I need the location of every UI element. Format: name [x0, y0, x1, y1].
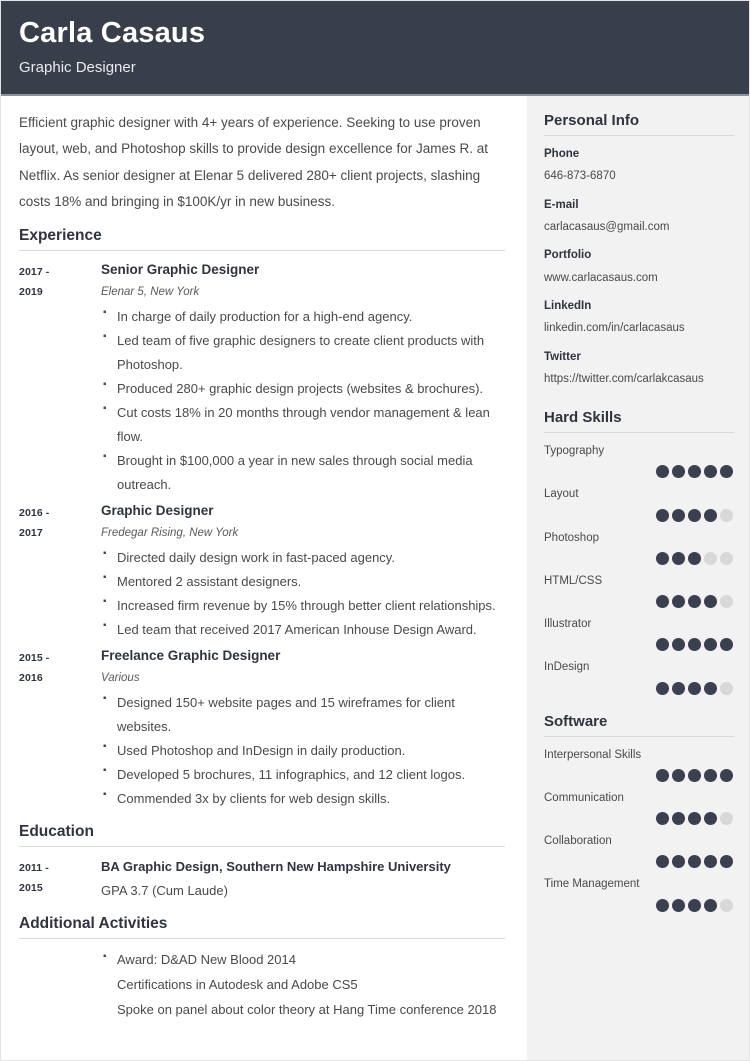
skill-rating-dots	[544, 509, 734, 522]
rating-dot-filled	[704, 465, 717, 478]
experience-heading: Experience	[19, 227, 102, 245]
personal-info-heading: Personal Info	[544, 112, 640, 129]
bullet-item: ▪ In charge of daily production for a high-end agency.	[101, 305, 505, 329]
rating-dot-filled	[720, 465, 733, 478]
entry-company: Fredegar Rising, New York	[101, 526, 239, 539]
bullet-item: ▪ Mentored 2 assistant designers.	[101, 570, 505, 594]
hard-skills-list	[544, 443, 734, 695]
rating-dot-filled	[656, 638, 669, 651]
education-detail: GPA 3.7 (Cum Laude)	[101, 883, 228, 899]
hard-skill-row	[544, 659, 734, 694]
skill-name: Time Management	[544, 878, 640, 891]
rating-dot-empty	[720, 812, 733, 825]
rating-dot-filled	[704, 595, 717, 608]
main-column	[1, 96, 527, 1060]
spacer	[544, 703, 734, 713]
rating-dot-filled	[688, 812, 701, 825]
rating-dot-filled	[704, 812, 717, 825]
software-heading: Software	[544, 712, 608, 730]
rating-dot-filled	[688, 682, 701, 695]
activities-heading: Additional Activities	[19, 915, 168, 933]
rating-dot-filled	[656, 465, 669, 478]
rating-dot-filled	[656, 899, 669, 912]
skill-rating-dots	[544, 769, 734, 782]
bullet-item: ▪ Produced 280+ graphic design projects (websites & brochures).	[101, 377, 505, 401]
entry-role: Freelance Graphic Designer	[101, 648, 281, 664]
rating-dot-filled	[656, 509, 669, 522]
activities-divider	[19, 938, 505, 939]
entry-body	[101, 856, 505, 903]
skill-name: Typography	[544, 445, 605, 458]
entry-role: Senior Graphic Designer	[101, 262, 260, 278]
experience-entry	[19, 646, 505, 811]
entry-body	[101, 501, 505, 642]
rating-dot-filled	[672, 812, 685, 825]
rating-dot-empty	[720, 682, 733, 695]
rating-dot-filled	[656, 595, 669, 608]
entry-role: Graphic Designer	[101, 503, 214, 519]
education-degree: BA Graphic Design, Southern New Hampshire University	[101, 859, 451, 875]
bullet-item: ▪ Brought in $100,000 a year in new sales through social media outreach.	[101, 449, 505, 497]
rating-dot-filled	[672, 509, 685, 522]
rating-dot-filled	[704, 509, 717, 522]
personal-info-field	[544, 247, 734, 287]
field-label: E-mail	[544, 198, 579, 211]
rating-dot-empty	[720, 595, 733, 608]
hard-skill-row	[544, 530, 734, 565]
field-value: 646-873-6870	[544, 170, 616, 183]
rating-dot-filled	[672, 769, 685, 782]
rating-dot-filled	[672, 552, 685, 565]
skill-name: HTML/CSS	[544, 574, 603, 587]
rating-dot-filled	[688, 899, 701, 912]
spacer	[544, 399, 734, 409]
rating-dot-filled	[704, 682, 717, 695]
software-skill-row	[544, 790, 734, 825]
bullet-item: ▪ Led team of five graphic designers to create client products with Photoshop.	[101, 329, 505, 377]
skill-rating-dots	[544, 855, 734, 868]
bullet-item: ▪ Commended 3x by clients for web design skills.	[101, 787, 505, 811]
entry-company: Various	[101, 671, 140, 684]
skill-rating-dots	[544, 812, 734, 825]
field-value: www.carlacasaus.com	[544, 271, 658, 284]
activity-item: Certifications in Autodesk and Adobe CS5	[117, 976, 358, 992]
skill-rating-dots	[544, 595, 734, 608]
skill-name: InDesign	[544, 661, 590, 674]
personal-info-divider	[544, 135, 734, 136]
entry-body	[101, 260, 505, 497]
rating-dot-filled	[688, 552, 701, 565]
hard-skill-row	[544, 486, 734, 521]
activity-item: ▪ Award: D&AD New Blood 2014	[101, 948, 505, 973]
education-heading: Education	[19, 823, 94, 841]
bullet-item: ▪ Designed 150+ website pages and 15 wireframes for client websites.	[101, 691, 505, 739]
software-skill-row	[544, 747, 734, 782]
personal-info-field	[544, 349, 734, 389]
entry-date-range: 2015 - 2016	[19, 652, 50, 684]
hard-skills-heading: Hard Skills	[544, 409, 622, 427]
software-skill-row	[544, 833, 734, 868]
personal-info-field	[544, 146, 734, 186]
rating-dot-empty	[720, 509, 733, 522]
skill-name: Interpersonal Skills	[544, 748, 642, 761]
software-list	[544, 747, 734, 912]
rating-dot-filled	[672, 638, 685, 651]
skill-name: Illustrator	[544, 618, 592, 631]
personal-info-field	[544, 298, 734, 338]
skill-name: Communication	[544, 791, 624, 804]
skill-name: Collaboration	[544, 835, 612, 848]
entry-date-range: 2017 - 2019	[19, 266, 50, 298]
bullet-item: ▪ Increased firm revenue by 15% through better client relationships.	[101, 594, 505, 618]
page-title: Carla Casaus	[19, 17, 206, 49]
activity-item: Spoke on panel about color theory at Hang Time conference 2018	[117, 1001, 497, 1017]
field-label: Portfolio	[544, 249, 592, 262]
rating-dot-filled	[704, 899, 717, 912]
hard-skill-row	[544, 443, 734, 478]
rating-dot-filled	[720, 638, 733, 651]
field-label: Twitter	[544, 350, 581, 363]
rating-dot-empty	[720, 899, 733, 912]
hard-skill-row	[544, 616, 734, 651]
header-job-title: Graphic Designer	[19, 59, 136, 77]
entry-bullet-list	[101, 691, 505, 811]
education-list	[19, 856, 505, 903]
rating-dot-filled	[688, 855, 701, 868]
rating-dot-filled	[656, 552, 669, 565]
field-value: linkedin.com/in/carlacasaus	[544, 322, 685, 335]
rating-dot-filled	[720, 855, 733, 868]
field-value: https://twitter.com/carlakcasaus	[544, 372, 704, 385]
entry-body	[101, 646, 505, 811]
entry-company: Elenar 5, New York	[101, 285, 200, 298]
rating-dot-filled	[672, 682, 685, 695]
rating-dot-filled	[688, 595, 701, 608]
rating-dot-filled	[672, 595, 685, 608]
rating-dot-filled	[672, 899, 685, 912]
rating-dot-empty	[704, 552, 717, 565]
personal-info-field	[544, 197, 734, 237]
hard-skills-divider	[544, 432, 734, 433]
rating-dot-filled	[656, 855, 669, 868]
activities-list	[101, 948, 505, 1022]
skill-rating-dots	[544, 682, 734, 695]
education-divider	[19, 846, 505, 847]
rating-dot-filled	[688, 509, 701, 522]
field-label: Phone	[544, 148, 580, 160]
bullet-item: ▪ Cut costs 18% in 20 months through vendor management & lean flow.	[101, 401, 505, 449]
skill-name: Photoshop	[544, 531, 599, 544]
bullet-item: ▪ Led team that received 2017 American Inhouse Design Award.	[101, 618, 505, 642]
experience-entry	[19, 260, 505, 497]
bullet-item: ▪ Used Photoshop and InDesign in daily production.	[101, 739, 505, 763]
rating-dot-filled	[656, 682, 669, 695]
skill-rating-dots	[544, 552, 734, 565]
personal-info-list	[544, 146, 734, 388]
hard-skill-row	[544, 573, 734, 608]
field-value: carlacasaus@gmail.com	[544, 220, 670, 233]
rating-dot-filled	[704, 769, 717, 782]
rating-dot-filled	[656, 812, 669, 825]
rating-dot-filled	[672, 855, 685, 868]
bullet-item: ▪ Developed 5 brochures, 11 infographics, and 12 client logos.	[101, 763, 505, 787]
rating-dot-filled	[656, 769, 669, 782]
entry-date-range: 2011 - 2015	[19, 862, 49, 894]
education-entry	[19, 856, 505, 903]
skill-rating-dots	[544, 899, 734, 912]
rating-dot-empty	[720, 552, 733, 565]
entry-date-range: 2016 - 2017	[19, 507, 50, 539]
rating-dot-filled	[688, 769, 701, 782]
experience-entry	[19, 501, 505, 642]
summary-paragraph: Efficient graphic designer with 4+ years of experience. Seeking to use proven layout, web, and Photoshop skills to provide design excellence for James R. at Netflix. As senior designer at Elenar 5 delivered 280+ client projects, slashing costs 18% and bringing in $100K/yr in new business.	[19, 115, 489, 209]
field-label: LinkedIn	[544, 299, 592, 312]
skill-rating-dots	[544, 465, 734, 478]
experience-list	[19, 260, 505, 811]
entry-bullet-list	[101, 305, 505, 497]
skill-name: Layout	[544, 488, 579, 501]
software-skill-row	[544, 876, 734, 911]
rating-dot-filled	[688, 638, 701, 651]
rating-dot-filled	[672, 465, 685, 478]
rating-dot-filled	[704, 855, 717, 868]
rating-dot-filled	[688, 465, 701, 478]
sidebar	[527, 96, 750, 1060]
skill-rating-dots	[544, 638, 734, 651]
resume-header	[1, 1, 750, 94]
entry-bullet-list	[101, 546, 505, 642]
rating-dot-filled	[720, 769, 733, 782]
software-divider	[544, 736, 734, 737]
rating-dot-filled	[704, 638, 717, 651]
experience-divider	[19, 250, 505, 251]
bullet-item: ▪ Directed daily design work in fast-paced agency.	[101, 546, 505, 570]
